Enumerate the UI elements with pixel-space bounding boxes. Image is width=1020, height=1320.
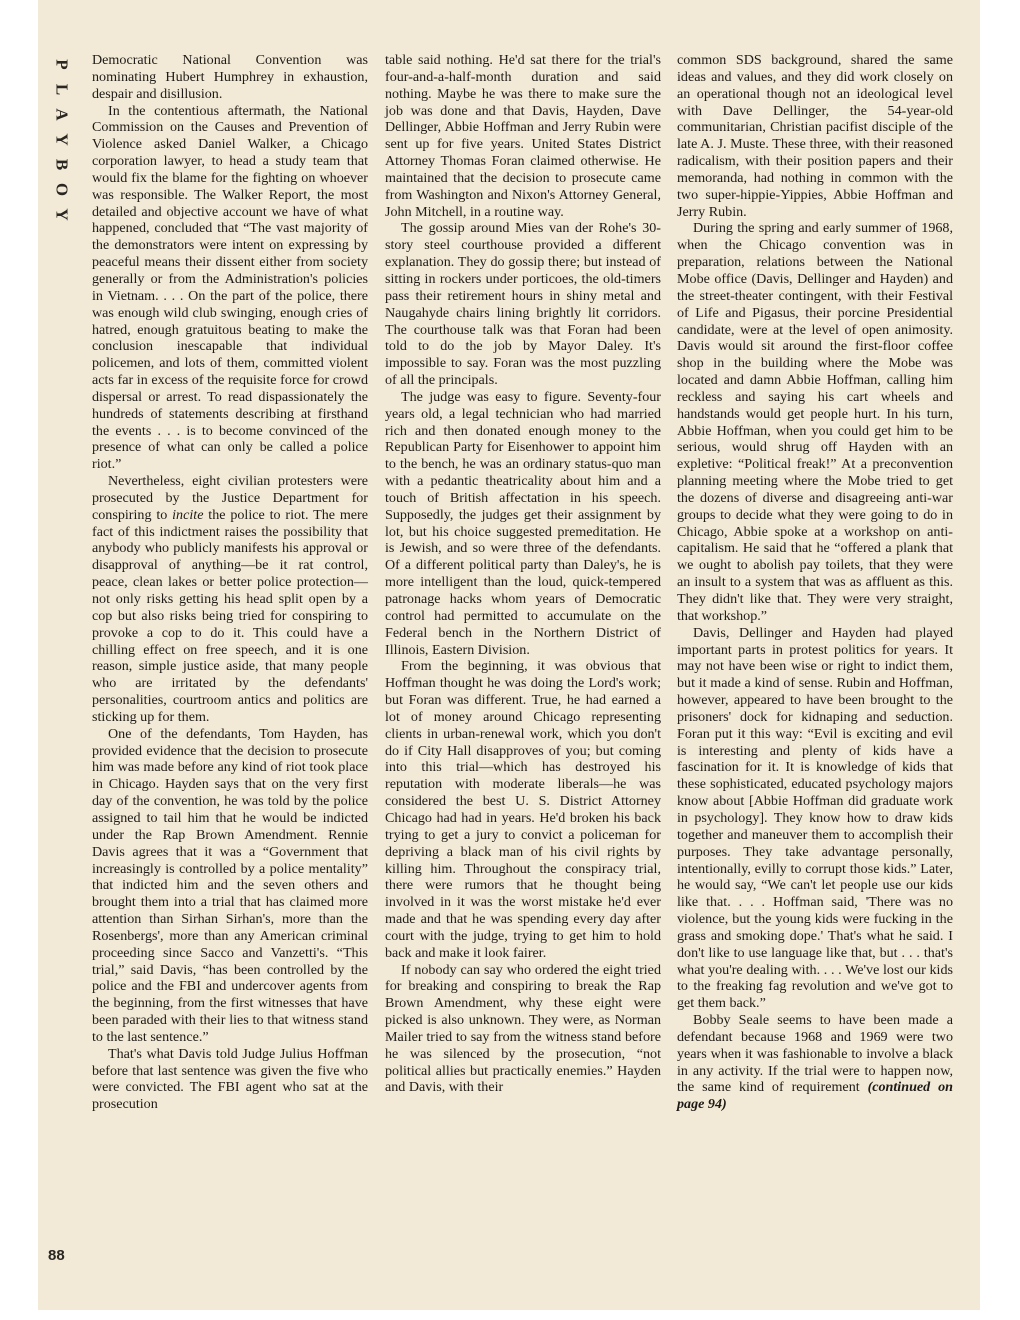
page-number: 88 <box>48 1247 65 1264</box>
running-head-letter: A <box>52 108 72 121</box>
scan-margin-bottom <box>0 1310 1020 1320</box>
paragraph-text: Bobby Seale seems to have been made a defendant because 1968 and 1969 were two years when it was fashionable to involve a black in any activity. If the trial were to happen now, the same kind of requirement <box>677 1012 953 1096</box>
paragraph: Democratic National Convention was nominating Hubert Humphrey in exhaustion, despair and disillusion. <box>92 52 368 102</box>
text-column-3 <box>677 52 953 1113</box>
paragraph: From the beginning, it was obvious that Hoffman thought he was doing the Lord's work; but Foran was different. True, he had earned a lot of money around Chicago representing clients in urban-renewal work, which you don't do if City Hall disapproves of you; but coming into this trial—which has destroyed his reputation with moderate liberals—he was considered the best U. S. District Attorney Chicago had had in years. He'd broken his back trying to get a jury to convict a policeman for depriving a black man of his civil rights by killing him. Throughout the conspiracy trial, there were rumors that he thought being involved in it was the worst mistake he'd ever made and that he was spending every day after court with the judge, trying to get him to hold back and make it look fairer. <box>385 658 661 961</box>
paragraph: During the spring and early summer of 1968, when the Chicago convention was in preparation, relations between the National Mobe office (Davis, Dellinger and Hayden) and the street-theater contingent, with their Festival of Life and Pigasus, their porcine Presidential candidate, were at the level of open animosity. Davis would sit around the first-floor coffee shop in the building where the Mobe was located and damn Abbie Hoffman, calling him reckless and saying his cart wheels and handstands would get people hurt. In his turn, Abbie Hoffman, when you could get him to be serious, would shrug off Hayden with an expletive: “Political freak!” At a preconvention planning meeting where the Mobe tried to get the dozens of diverse and disagreeing anti-war groups to decide what they were going to do in Chicago, Abbie spoke at a workshop on anti-capitalism. He said that he “offered a plank that we ought to abolish pay toilets, that they were an insult to a system that was as affluent as this. They didn't like that. They were very straight, that workshop.” <box>677 220 953 624</box>
paragraph: One of the defendants, Tom Hayden, has provided evidence that the decision to prosecute him was made before any kind of riot took place in Chicago. Hayden says that on the very first day of the convention, he was told by the police assigned to tail him that he would be indicted under the Rap Brown Amendment. Rennie Davis agrees that it was a “Government that increasingly is controlled by a police mentality” that indicted him and the seven others and brought them into a trial that has claimed more attention than Sirhan Sirhan's, more than the Rosenbergs', more than any American criminal proceeding since Sacco and Vanzetti's. “This trial,” said Davis, “has been controlled by the police and the FBI and undercover agents from the beginning, from the first witnesses that have been paraded with their lies to that witness stand to the last sentence.” <box>92 725 368 1045</box>
text-column-1 <box>92 52 368 1113</box>
paragraph-text: Nevertheless, eight civilian protesters were prosecuted by the Justice Department for conspiring to <box>92 473 368 523</box>
scan-margin-right <box>980 0 1020 1320</box>
paragraph <box>677 1012 953 1113</box>
paragraph: In the contentious aftermath, the National Commission on the Causes and Prevention of Violence asked Daniel Walker, a Chicago corporation lawyer, to head a study team that would fix the blame for the fighting on whoever was responsible. The Walker Report, the most detailed and objective account we have of what happened, concluded that “The vast majority of the demonstrators were intent on expressing by peaceful means their dissent either from society generally or from the Administration's policies in Vietnam. . . . On the part of the police, there was enough wild club swinging, enough cries of hatred, enough gratuitous beating to make the conclusion inescapable that individual policemen, and lots of them, committed violent acts far in excess of the requisite force for crowd dispersal or arrest. To read dispassionately the hundreds of statements describing at firsthand the events . . . is to become convinced of the presence of what can only be called a police riot.” <box>92 102 368 473</box>
paragraph: table said nothing. He'd sat there for the trial's four-and-a-half-month duration and said nothing. Maybe he was there to make sure the job was done and that Davis, Hayden, Dave Dellinger, Abbie Hoffman and Jerry Rubin were sent up for five years. United States District Attorney Thomas Foran claimed otherwise. He maintained that the decision to prosecute came from Washington and Nixon's Attorney General, John Mitchell, in a routine way. <box>385 52 661 220</box>
paragraph: The gossip around Mies van der Rohe's 30-story steel courthouse provided a different explanation. They do gossip there; but instead of sitting in rockers under porticoes, the old-timers pass their retirement hours in shiny metal and Naugahyde chairs lining brightly lit corridors. The courthouse talk was that Foran had been told to do the job by Mayor Daley. It's impossible to say. Foran was the most puzzling of all the principals. <box>385 220 661 389</box>
emphasized-word: incite <box>172 506 204 523</box>
running-head-letter: L <box>52 83 72 96</box>
paragraph <box>92 473 368 726</box>
running-head-letter: O <box>52 182 72 197</box>
running-head-letter: Y <box>52 133 72 146</box>
continued-on-link: (continued on page 94) <box>677 1079 953 1113</box>
paragraph: That's what Davis told Judge Julius Hoffman before that last sentence was given the five who were convicted. The FBI agent who sat at the prosecution <box>92 1045 368 1113</box>
running-head-letter: P <box>52 59 72 70</box>
running-head-letter: Y <box>52 208 72 221</box>
paragraph: The judge was easy to figure. Seventy-four years old, a legal technician who had married rich and then donated enough money to the Republican Party for Eisenhower to appoint him to the bench, he was an ordinary status-quo man with a pedantic theatricality about him and a touch of British affectation in his speech. Supposedly, the judges get their assignment by lot, but his choice suggested premeditation. He is Jewish, and so were three of the defendants. Of a different political party than Daley's, he is more intelligent than the loud, quick-tempered patronage hacks whom years of Democratic control had permitted to accumulate on the Federal bench in the Northern District of Illinois, Eastern Division. <box>385 388 661 658</box>
running-head-letter: B <box>52 158 72 171</box>
paragraph: If nobody can say who ordered the eight tried for breaking and conspiring to break the Rap Brown Amendment, why these eight were picked is also unknown. They were, as Norman Mailer tried to say from the witness stand before he was silenced by the prosecution, “not political allies but practically enemies.” Hayden and Davis, with their <box>385 961 661 1096</box>
paragraph-text: the police to riot. The mere fact of this indictment raises the possibility that anybody who publicly manifests his approval or disapproval of anything—be it rat control, peace, clean lakes or better police protection—not only risks getting his head split open by a cop but also risks being tried for conspiring to provoke a cop to do it. This could have a chilling effect on free speech, and it is one reason, simple justice aside, that many people who are irritated by the defendants' personalities, courtroom antics and politics are sticking up for them. <box>92 506 368 725</box>
scan-margin-left <box>0 0 38 1320</box>
paragraph: common SDS background, shared the same ideas and values, and they did work closely on an operational though not an ideological level with Dave Dellinger, the 54-year-old communitarian, Christian pacifist disciple of the late A. J. Muste. These three, with their reasoned radicalism, with their position papers and their memoranda, had nothing in common with the two super-hippie-Yippies, Abbie Hoffman and Jerry Rubin. <box>677 52 953 220</box>
paragraph: Davis, Dellinger and Hayden had played important parts in protest politics for years. It may not have been wise or right to indict them, but it made a kind of sense. Rubin and Hoffman, however, appeared to have been brought to the prisoners' dock for kidnaping and seduction. Foran put it this way: “Evil is exciting and evil is interesting and plenty of kids have a fascination for it. It is knowledge of kids that these sophisticated, educated psychology majors know about [Abbie Hoffman did graduate work in psychology]. They know how to draw kids together and maneuver them to accomplish their purposes. They take advantage personally, intentionally, evilly to corrupt those kids.” Later, he would say, “We can't let people use our kids like that. . . . Hoffman said, 'There was no violence, but the young kids were fucking in the grass and smoking dope.' That's what he said. I don't like to use language like that, but . . . that's what you're dealing with. . . . We've lost our kids to the freaking fag revolution and we've got to get them back.” <box>677 624 953 1012</box>
text-column-2 <box>385 52 661 1096</box>
playboy-running-head <box>48 52 76 227</box>
